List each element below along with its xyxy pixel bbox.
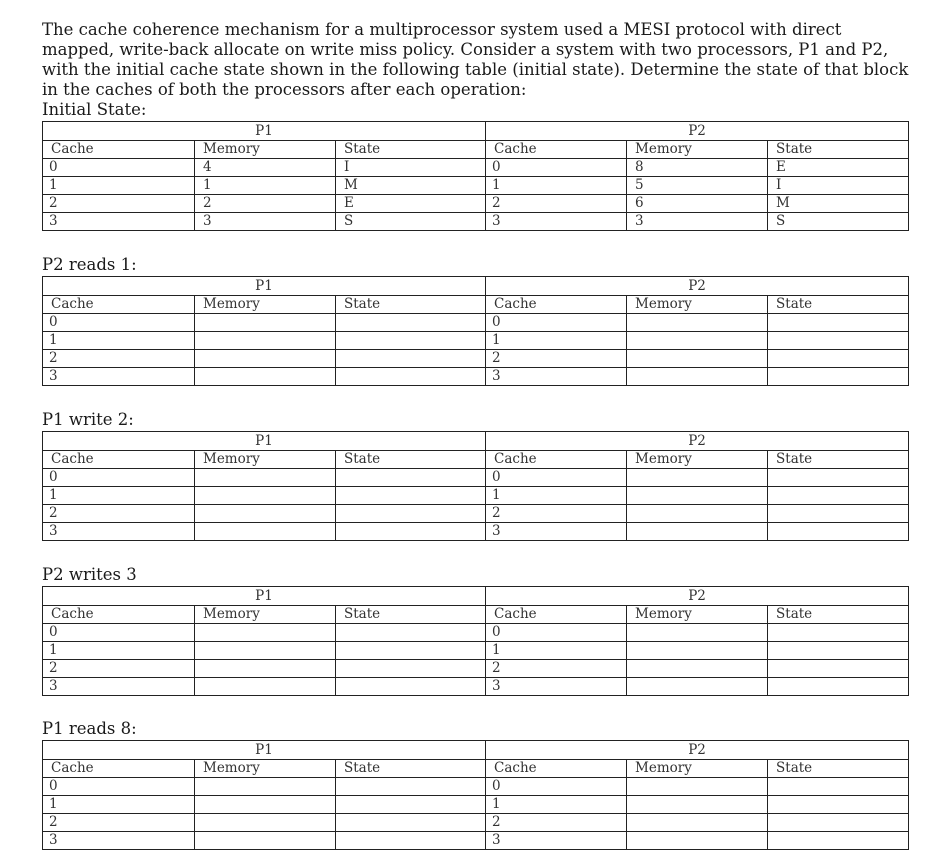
p2-state-cell — [768, 332, 909, 350]
p1-state-cell — [336, 505, 486, 523]
p1-state-cell — [336, 778, 486, 796]
p2-state-cell — [768, 642, 909, 660]
p2-memory-cell — [627, 469, 768, 487]
p1-state-cell — [336, 314, 486, 332]
p1-memory-cell — [195, 832, 336, 850]
cache-state-table — [42, 740, 909, 850]
p1-memory-cell — [195, 469, 336, 487]
table-row — [43, 487, 909, 505]
problem-statement: The cache coherence mechanism for a multiprocessor system used a MESI protocol with direct mapped, write-back allocate on write miss policy. Consider a system with two processors, P1 and P2, with the initial cache state shown in the following table (initial state). Determine the state of that block in the caches of both the processors after each operation: — [42, 20, 909, 99]
p1-cache-cell: 1 — [43, 487, 195, 505]
p1-state-cell — [336, 796, 486, 814]
p1-state-column-header: State — [336, 760, 486, 778]
table-row — [43, 368, 909, 386]
p1-state-cell — [336, 814, 486, 832]
p2-memory-cell — [627, 314, 768, 332]
processor-p1-header: P1 — [43, 432, 486, 451]
p2-state-cell — [768, 796, 909, 814]
p1-state-cell — [336, 368, 486, 386]
p1-memory-cell — [195, 814, 336, 832]
section-heading: P2 reads 1: — [42, 255, 137, 274]
p1-cache-cell: 1 — [43, 177, 195, 195]
p2-memory-cell — [627, 814, 768, 832]
cache-state-table — [42, 586, 909, 696]
p1-state-cell — [336, 678, 486, 696]
p1-cache-column-header: Cache — [43, 451, 195, 469]
p1-memory-column-header: Memory — [195, 296, 336, 314]
p1-cache-cell: 0 — [43, 159, 195, 177]
p2-cache-cell: 0 — [486, 624, 627, 642]
p1-state-cell — [336, 642, 486, 660]
p1-memory-cell — [195, 523, 336, 541]
p1-cache-cell: 3 — [43, 213, 195, 231]
p1-cache-cell: 3 — [43, 832, 195, 850]
p2-memory-column-header: Memory — [627, 606, 768, 624]
p2-cache-column-header: Cache — [486, 141, 627, 159]
p1-cache-cell: 1 — [43, 642, 195, 660]
table-row — [43, 832, 909, 850]
p2-state-cell — [768, 778, 909, 796]
p1-memory-cell: 3 — [195, 213, 336, 231]
p2-state-cell: I — [768, 177, 909, 195]
p1-state-cell — [336, 624, 486, 642]
p2-cache-column-header: Cache — [486, 451, 627, 469]
p1-memory-column-header: Memory — [195, 606, 336, 624]
p1-memory-cell — [195, 505, 336, 523]
section-heading: P2 writes 3 — [42, 565, 137, 584]
processor-p2-header: P2 — [486, 432, 909, 451]
p2-cache-cell: 2 — [486, 814, 627, 832]
table-row — [43, 678, 909, 696]
p2-state-cell — [768, 505, 909, 523]
p2-cache-cell: 3 — [486, 678, 627, 696]
p2-cache-cell: 0 — [486, 778, 627, 796]
p2-memory-cell — [627, 368, 768, 386]
p2-memory-column-header: Memory — [627, 451, 768, 469]
p2-state-cell — [768, 487, 909, 505]
p1-cache-column-header: Cache — [43, 606, 195, 624]
p1-cache-column-header: Cache — [43, 141, 195, 159]
section-heading: P1 write 2: — [42, 410, 134, 429]
p2-memory-cell — [627, 778, 768, 796]
p1-state-column-header: State — [336, 296, 486, 314]
table-row — [43, 213, 909, 231]
p1-memory-column-header: Memory — [195, 141, 336, 159]
p1-memory-cell: 1 — [195, 177, 336, 195]
cache-state-table — [42, 121, 909, 231]
p2-state-cell: E — [768, 159, 909, 177]
p1-cache-cell: 3 — [43, 523, 195, 541]
table-row — [43, 505, 909, 523]
p1-cache-cell: 1 — [43, 796, 195, 814]
p2-state-cell — [768, 350, 909, 368]
p1-state-cell — [336, 487, 486, 505]
p1-state-column-header: State — [336, 451, 486, 469]
p1-memory-cell — [195, 332, 336, 350]
p2-memory-cell — [627, 832, 768, 850]
p1-memory-cell — [195, 350, 336, 368]
p2-state-column-header: State — [768, 606, 909, 624]
p2-memory-cell — [627, 505, 768, 523]
p2-memory-cell — [627, 350, 768, 368]
p1-memory-cell — [195, 487, 336, 505]
p2-cache-cell: 0 — [486, 159, 627, 177]
processor-p1-header: P1 — [43, 587, 486, 606]
p2-cache-column-header: Cache — [486, 760, 627, 778]
p2-memory-column-header: Memory — [627, 141, 768, 159]
table-row — [43, 642, 909, 660]
p1-memory-cell — [195, 778, 336, 796]
processor-p2-header: P2 — [486, 587, 909, 606]
p1-cache-cell: 2 — [43, 195, 195, 213]
p2-memory-cell: 5 — [627, 177, 768, 195]
p2-memory-cell — [627, 624, 768, 642]
p1-state-cell: E — [336, 195, 486, 213]
table-row — [43, 778, 909, 796]
p2-state-cell — [768, 314, 909, 332]
p2-memory-cell — [627, 660, 768, 678]
p1-memory-cell: 2 — [195, 195, 336, 213]
p2-cache-cell: 1 — [486, 796, 627, 814]
p2-cache-cell: 1 — [486, 177, 627, 195]
p1-memory-cell — [195, 368, 336, 386]
cache-state-table — [42, 431, 909, 541]
p2-memory-cell — [627, 796, 768, 814]
p2-cache-column-header: Cache — [486, 296, 627, 314]
p1-cache-cell: 0 — [43, 624, 195, 642]
p2-state-cell — [768, 660, 909, 678]
processor-p2-header: P2 — [486, 122, 909, 141]
p2-cache-cell: 1 — [486, 487, 627, 505]
p1-state-cell — [336, 469, 486, 487]
p2-cache-cell: 0 — [486, 469, 627, 487]
p1-cache-cell: 0 — [43, 314, 195, 332]
p1-memory-cell — [195, 642, 336, 660]
section-heading: Initial State: — [42, 100, 147, 119]
p2-cache-cell: 0 — [486, 314, 627, 332]
p1-cache-cell: 2 — [43, 350, 195, 368]
p1-cache-cell: 2 — [43, 505, 195, 523]
p2-cache-cell: 2 — [486, 350, 627, 368]
p1-state-cell — [336, 523, 486, 541]
table-row — [43, 314, 909, 332]
p2-state-cell — [768, 678, 909, 696]
p2-cache-cell: 1 — [486, 332, 627, 350]
p2-state-column-header: State — [768, 760, 909, 778]
p2-memory-column-header: Memory — [627, 296, 768, 314]
p1-state-cell — [336, 332, 486, 350]
p2-cache-column-header: Cache — [486, 606, 627, 624]
table-row — [43, 796, 909, 814]
p2-state-cell — [768, 368, 909, 386]
p1-cache-column-header: Cache — [43, 760, 195, 778]
table-row — [43, 660, 909, 678]
p2-state-cell — [768, 523, 909, 541]
p1-cache-cell: 2 — [43, 660, 195, 678]
p2-memory-cell — [627, 332, 768, 350]
p1-memory-cell — [195, 796, 336, 814]
p2-memory-column-header: Memory — [627, 760, 768, 778]
p1-state-cell: M — [336, 177, 486, 195]
p2-memory-cell: 6 — [627, 195, 768, 213]
table-row — [43, 159, 909, 177]
p2-state-column-header: State — [768, 141, 909, 159]
p2-cache-cell: 3 — [486, 832, 627, 850]
processor-p1-header: P1 — [43, 122, 486, 141]
processor-p1-header: P1 — [43, 277, 486, 296]
p1-state-cell: S — [336, 213, 486, 231]
p2-cache-cell: 2 — [486, 195, 627, 213]
p2-memory-cell: 8 — [627, 159, 768, 177]
p1-cache-cell: 0 — [43, 469, 195, 487]
p2-state-cell — [768, 814, 909, 832]
p1-cache-cell: 3 — [43, 678, 195, 696]
table-row — [43, 469, 909, 487]
p1-memory-cell — [195, 660, 336, 678]
p2-state-column-header: State — [768, 451, 909, 469]
table-row — [43, 523, 909, 541]
p1-state-cell: I — [336, 159, 486, 177]
p1-state-cell — [336, 350, 486, 368]
section-heading: P1 reads 8: — [42, 719, 137, 738]
processor-p1-header: P1 — [43, 741, 486, 760]
p2-cache-cell: 3 — [486, 523, 627, 541]
p1-memory-cell — [195, 314, 336, 332]
p2-cache-cell: 2 — [486, 660, 627, 678]
table-row — [43, 177, 909, 195]
cache-state-table — [42, 276, 909, 386]
p1-state-cell — [336, 660, 486, 678]
p2-state-cell: S — [768, 213, 909, 231]
table-row — [43, 350, 909, 368]
p1-cache-cell: 1 — [43, 332, 195, 350]
p1-state-column-header: State — [336, 141, 486, 159]
p2-state-column-header: State — [768, 296, 909, 314]
p1-cache-cell: 0 — [43, 778, 195, 796]
p2-cache-cell: 3 — [486, 368, 627, 386]
p2-state-cell — [768, 469, 909, 487]
p1-memory-cell — [195, 624, 336, 642]
p1-cache-cell: 2 — [43, 814, 195, 832]
p1-memory-column-header: Memory — [195, 451, 336, 469]
p1-state-cell — [336, 832, 486, 850]
p2-state-cell — [768, 624, 909, 642]
p2-memory-cell — [627, 523, 768, 541]
processor-p2-header: P2 — [486, 277, 909, 296]
table-row — [43, 195, 909, 213]
table-row — [43, 332, 909, 350]
p1-state-column-header: State — [336, 606, 486, 624]
p1-cache-column-header: Cache — [43, 296, 195, 314]
p1-memory-cell — [195, 678, 336, 696]
p2-memory-cell — [627, 487, 768, 505]
p2-memory-cell: 3 — [627, 213, 768, 231]
p2-memory-cell — [627, 642, 768, 660]
p2-memory-cell — [627, 678, 768, 696]
p1-memory-cell: 4 — [195, 159, 336, 177]
processor-p2-header: P2 — [486, 741, 909, 760]
p2-cache-cell: 3 — [486, 213, 627, 231]
table-row — [43, 624, 909, 642]
p2-cache-cell: 2 — [486, 505, 627, 523]
table-row — [43, 814, 909, 832]
p1-memory-column-header: Memory — [195, 760, 336, 778]
p2-cache-cell: 1 — [486, 642, 627, 660]
p2-state-cell: M — [768, 195, 909, 213]
p1-cache-cell: 3 — [43, 368, 195, 386]
p2-state-cell — [768, 832, 909, 850]
